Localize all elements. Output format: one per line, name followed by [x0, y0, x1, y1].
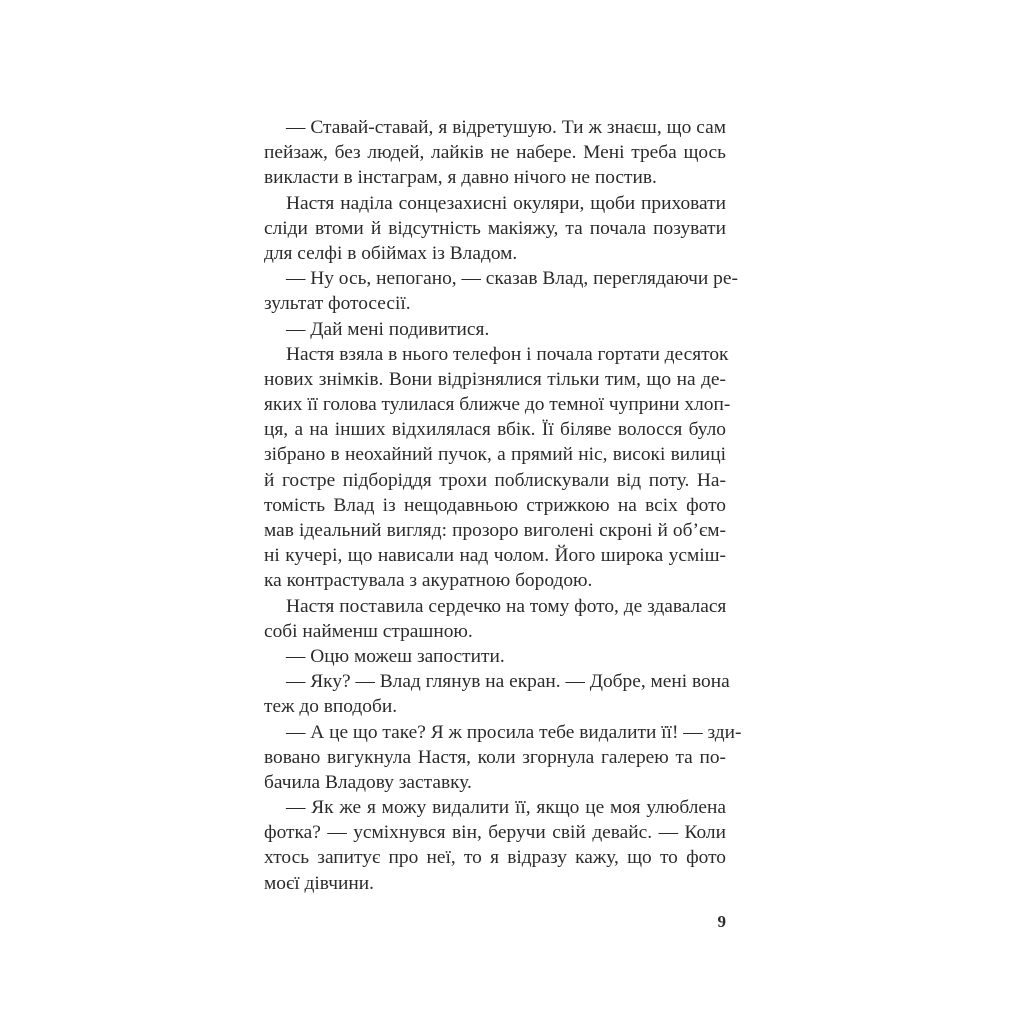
paragraph: [264, 317, 726, 342]
paragraph: [264, 644, 726, 669]
text-line: яких її голова тулилася ближче до темної чуприни хлоп-: [264, 394, 731, 416]
text-line: мав ідеальний вигляд: прозоро виголені скроні й об’єм-: [264, 520, 726, 541]
paragraph: [264, 720, 742, 796]
paragraph: [264, 795, 726, 896]
text-line: для селфі в обіймах із Владом.: [264, 242, 518, 264]
text-line: — Яку? — Влад глянув на екран. — Добре, мені вона: [286, 671, 730, 693]
text-line: фотка? — усміхнувся він, беручи свій девайс. — Коли: [264, 822, 726, 844]
text-line: сліди втоми й відсутність макіяжу, та почала позувати: [264, 217, 726, 239]
paragraph: [264, 191, 726, 267]
text-line: — Дай мені подивитися.: [286, 318, 490, 340]
paragraph: [264, 594, 726, 644]
text-line: — Ну ось, непогано, — сказав Влад, переглядаючи ре-: [286, 268, 738, 290]
paragraph: [264, 669, 730, 719]
text-line: вовано вигукнула Настя, коли згорнула галерею та по-: [264, 746, 726, 768]
text-line: — Як же я можу видалити її, якщо це моя улюблена: [286, 797, 726, 819]
text-line: хтось запитує про неї, то я відразу кажу, що то фото: [264, 847, 726, 869]
page-number: 9: [717, 912, 726, 931]
text-line: Настя наділа сонцезахисні окуляри, щоби приховати: [286, 192, 726, 214]
text-line: нових знімків. Вони відрізнялися тільки тим, що на де-: [264, 368, 726, 390]
paragraph: [264, 266, 738, 316]
text-line: викласти в інстаграм, я давно нічого не постив.: [264, 167, 657, 189]
paragraph: [264, 115, 726, 191]
paragraph: [264, 342, 731, 594]
text-line: — А це що таке? Я ж просила тебе видалити її! — зди-: [286, 721, 742, 743]
text-line: ця, а на інших відхилялася вбік. Її біляве волосся було: [264, 419, 726, 441]
text-line: й гостре підборіддя трохи поблискували від поту. На-: [264, 469, 726, 491]
text-line: ні кучері, що нависали над чолом. Його широка усміш-: [264, 545, 726, 567]
text-line: собі найменш страшною.: [264, 620, 473, 642]
text-line: зібрано в неохайний пучок, а прямий ніс, високі вилиці: [264, 444, 726, 466]
text-line: — Оцю можеш запостити.: [286, 645, 505, 667]
body-text: [264, 115, 742, 896]
text-line: теж до вподоби.: [264, 696, 398, 718]
text-line: зультат фотосесії.: [264, 293, 411, 315]
text-line: моєї дівчини.: [264, 872, 374, 894]
text-line: бачила Владову заставку.: [264, 771, 472, 793]
text-line: Настя взяла в нього телефон і почала гортати десяток: [286, 343, 729, 365]
text-line: томість Влад із нещодавньою стрижкою на всіх фото: [264, 494, 726, 516]
text-line: ка контрастувала з акуратною бородою.: [264, 570, 593, 592]
text-line: пейзаж, без людей, лайків не набере. Мені треба щось: [264, 142, 726, 164]
text-line: Настя поставила сердечко на тому фото, де здавалася: [286, 595, 727, 617]
text-line: — Ставай-ставай, я відретушую. Ти ж знаєш, що сам: [286, 117, 726, 138]
